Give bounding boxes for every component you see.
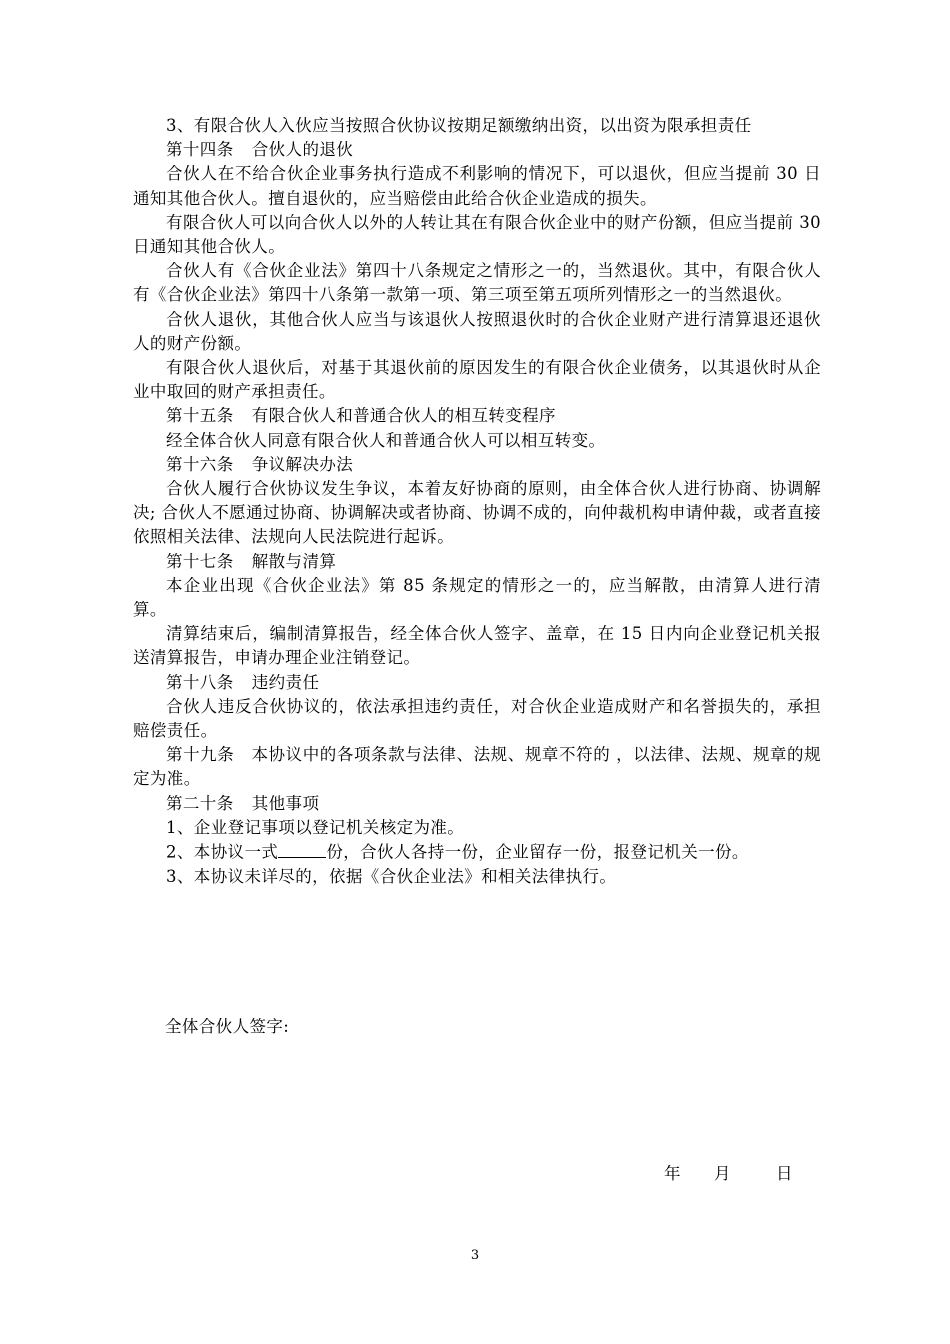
article-title: 争议解决办法 (251, 454, 354, 474)
article-number: 第十八条 (166, 672, 234, 692)
body-paragraph (133, 840, 821, 865)
article-heading (133, 138, 821, 162)
article-heading (133, 404, 821, 428)
article-number: 第十六条 (166, 454, 234, 474)
body-paragraph: 3、有限合伙人入伙应当按照合伙协议按期足额缴纳出资，以出资为限承担责任 (166, 116, 752, 135)
date-day: 日 (776, 1164, 793, 1183)
article-number: 第十七条 (166, 551, 234, 571)
article-title: 合伙人的退伙 (251, 140, 354, 160)
body-paragraph: 合伙人有《合伙企业法》第四十八条规定之情形之一的，当然退伙。其中，有限合伙人有《合伙企业法》第四十八条第一款第一项、第三项至第五项所列情形之一的当然退伙。 (133, 261, 821, 305)
date-year: 年 (664, 1164, 681, 1183)
body-paragraph: 3、本协议未详尽的，依据《合伙企业法》和相关法律执行。 (166, 866, 617, 886)
body-paragraph: 有限合伙人退伙后，对基于其退伙前的原因发生的有限合伙企业债务，以其退伙时从企业中取回的财产承担责任。 (133, 358, 821, 402)
article-title: 其他事项 (251, 793, 320, 813)
body-paragraph: 合伙人履行合伙协议发生争议，本着友好协商的原则，由全体合伙人进行协商、协调解决; 合伙人不愿通过协商、协调解决或者协商、协调不成的，向仲裁机构申请仲裁，或者直接依照相关法律、法规向人民法院进行起诉。 (133, 479, 821, 547)
article-number: 第十四条 (166, 140, 234, 160)
article-heading (133, 671, 821, 695)
body-paragraph: 合伙人在不给合伙企业事务执行造成不利影响的情况下，可以退伙，但应当提前 30 日通知其他合伙人。擅自退伙的，应当赔偿由此给合伙企业造成的损失。 (133, 164, 821, 208)
article-title: 违约责任 (251, 672, 320, 692)
paragraph-text-before-blank: 2、本协议一式 (166, 842, 279, 862)
article-title: 解散与清算 (251, 551, 337, 571)
body-paragraph: 有限合伙人可以向合伙人以外的人转让其在有限合伙企业中的财产份额，但应当提前 30 日通知其他合伙人。 (133, 212, 821, 257)
body-paragraph: 1、企业登记事项以登记机关核定为准。 (166, 817, 465, 837)
body-paragraph: 合伙人违反合伙协议的，依法承担违约责任，对合伙企业造成财产和名誉损失的，承担赔偿责任。 (133, 696, 821, 741)
body-paragraph: 本企业出现《合伙企业法》第 85 条规定的情形之一的，应当解散，由清算人进行清算。 (133, 575, 821, 620)
article-number: 第十五条 (166, 406, 234, 426)
date-line (664, 1160, 793, 1184)
article-number: 第二十条 (166, 793, 234, 813)
page-number: 3 (470, 1248, 480, 1263)
body-paragraph: 合伙人退伙，其他合伙人应当与该退伙人按照退伙时的合伙企业财产进行清算退还退伙人的财产份额。 (133, 309, 821, 353)
body-paragraph: 第十九条 本协议中的各项条款与法律、法规、规章不符的 ，以法律、法规、规章的规定为准。 (133, 745, 821, 789)
signature-label: 全体合伙人签字: (165, 1017, 290, 1036)
date-month: 月 (714, 1164, 731, 1183)
paragraph-text-after-blank: 份，合伙人各持一份，企业留存一份，报登记机关一份。 (326, 842, 749, 862)
article-heading (133, 792, 821, 816)
fill-in-blank (278, 840, 326, 858)
document-body (133, 114, 821, 889)
article-heading (133, 453, 821, 477)
article-title: 有限合伙人和普通合伙人的相互转变程序 (251, 406, 556, 426)
body-paragraph: 经全体合伙人同意有限合伙人和普通合伙人可以相互转变。 (166, 430, 606, 450)
body-paragraph: 清算结束后，编制清算报告，经全体合伙人签字、盖章，在 15 日内向企业登记机关报送清算报告，申请办理企业注销登记。 (133, 624, 821, 668)
article-heading (133, 550, 821, 574)
